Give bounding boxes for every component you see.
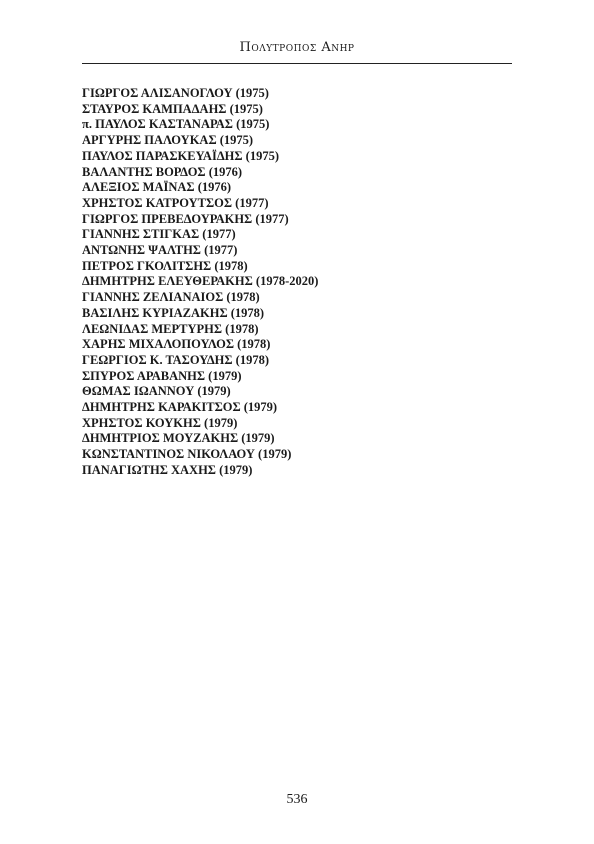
list-item: ΧΑΡΗΣ ΜΙΧΑΛΟΠΟΥΛΟΣ (1978) [82,337,271,352]
list-item: ΔΗΜΗΤΡΙΟΣ ΜΟΥΖΑΚΗΣ (1979) [82,431,275,446]
list-item: ΠΕΤΡΟΣ ΓΚΟΛΙΤΣΗΣ (1978) [82,258,248,273]
list-item: ΔΗΜΗΤΡΗΣ ΚΑΡΑΚΙΤΣΟΣ (1979) [82,400,278,415]
list-item: ΣΠΥΡΟΣ ΑΡΑΒΑΝΗΣ (1979) [82,368,242,383]
list-item: ΠΑΝΑΓΙΩΤΗΣ ΧΑΧΗΣ (1979) [82,462,253,477]
running-head-title: Πολυτροπος Ανηρ [239,40,355,55]
list-item: ΓΙΩΡΓΟΣ ΑΛΙΣΑΝΟΓΛΟΥ (1975) [82,86,269,100]
page-number: 536 [286,792,308,807]
list-item: ΓΙΩΡΓΟΣ ΠΡΕΒΕΔΟΥΡΑΚΗΣ (1977) [82,211,289,226]
list-item: ΑΝΤΩΝΗΣ ΨΑΛΤΗΣ (1977) [82,243,238,258]
name-list [82,86,318,479]
list-item: ΓΕΩΡΓΙΟΣ Κ. ΤΑΣΟΥΔΗΣ (1978) [82,352,269,367]
list-item: ΑΛΕΞΙΟΣ ΜΑΪΝΑΣ (1976) [82,180,232,195]
header-rule [82,63,512,64]
list-item: ΔΗΜΗΤΡΗΣ ΕΛΕΥΘΕΡΑΚΗΣ (1978-2020) [82,274,319,289]
list-item: ΒΑΛΑΝΤΗΣ ΒΟΡΔΟΣ (1976) [82,164,243,179]
list-item: ΠΑΥΛΟΣ ΠΑΡΑΣΚΕΥΑΪΔΗΣ (1975) [82,148,279,163]
list-item: π. ΠΑΥΛΟΣ ΚΑΣΤΑΝΑΡΑΣ (1975) [82,117,270,132]
list-item: ΓΙΑΝΝΗΣ ΖΕΛΙΑΝΑΙΟΣ (1978) [82,290,260,305]
list-item: ΣΤΑΥΡΟΣ ΚΑΜΠΑΔΑΗΣ (1975) [82,101,263,116]
list-item: ΒΑΣΙΛΗΣ ΚΥΡΙΑΖΑΚΗΣ (1978) [82,305,265,320]
list-item: ΓΙΑΝΝΗΣ ΣΤΙΓΚΑΣ (1977) [82,227,236,242]
list-item: ΘΩΜΑΣ ΙΩΑΝΝΟΥ (1979) [82,384,231,399]
list-item: ΑΡΓΥΡΗΣ ΠΑΛΟΥΚΑΣ (1975) [82,133,254,148]
list-item: ΧΡΗΣΤΟΣ ΚΟΥΚΗΣ (1979) [82,415,238,430]
list-item: ΛΕΩΝΙΔΑΣ ΜΕΡΤΥΡΗΣ (1978) [82,321,259,336]
list-item: ΧΡΗΣΤΟΣ ΚΑΤΡΟΥΤΣΟΣ (1977) [82,195,269,210]
list-item: ΚΩΝΣΤΑΝΤΙΝΟΣ ΝΙΚΟΛΑΟΥ (1979) [82,447,292,462]
